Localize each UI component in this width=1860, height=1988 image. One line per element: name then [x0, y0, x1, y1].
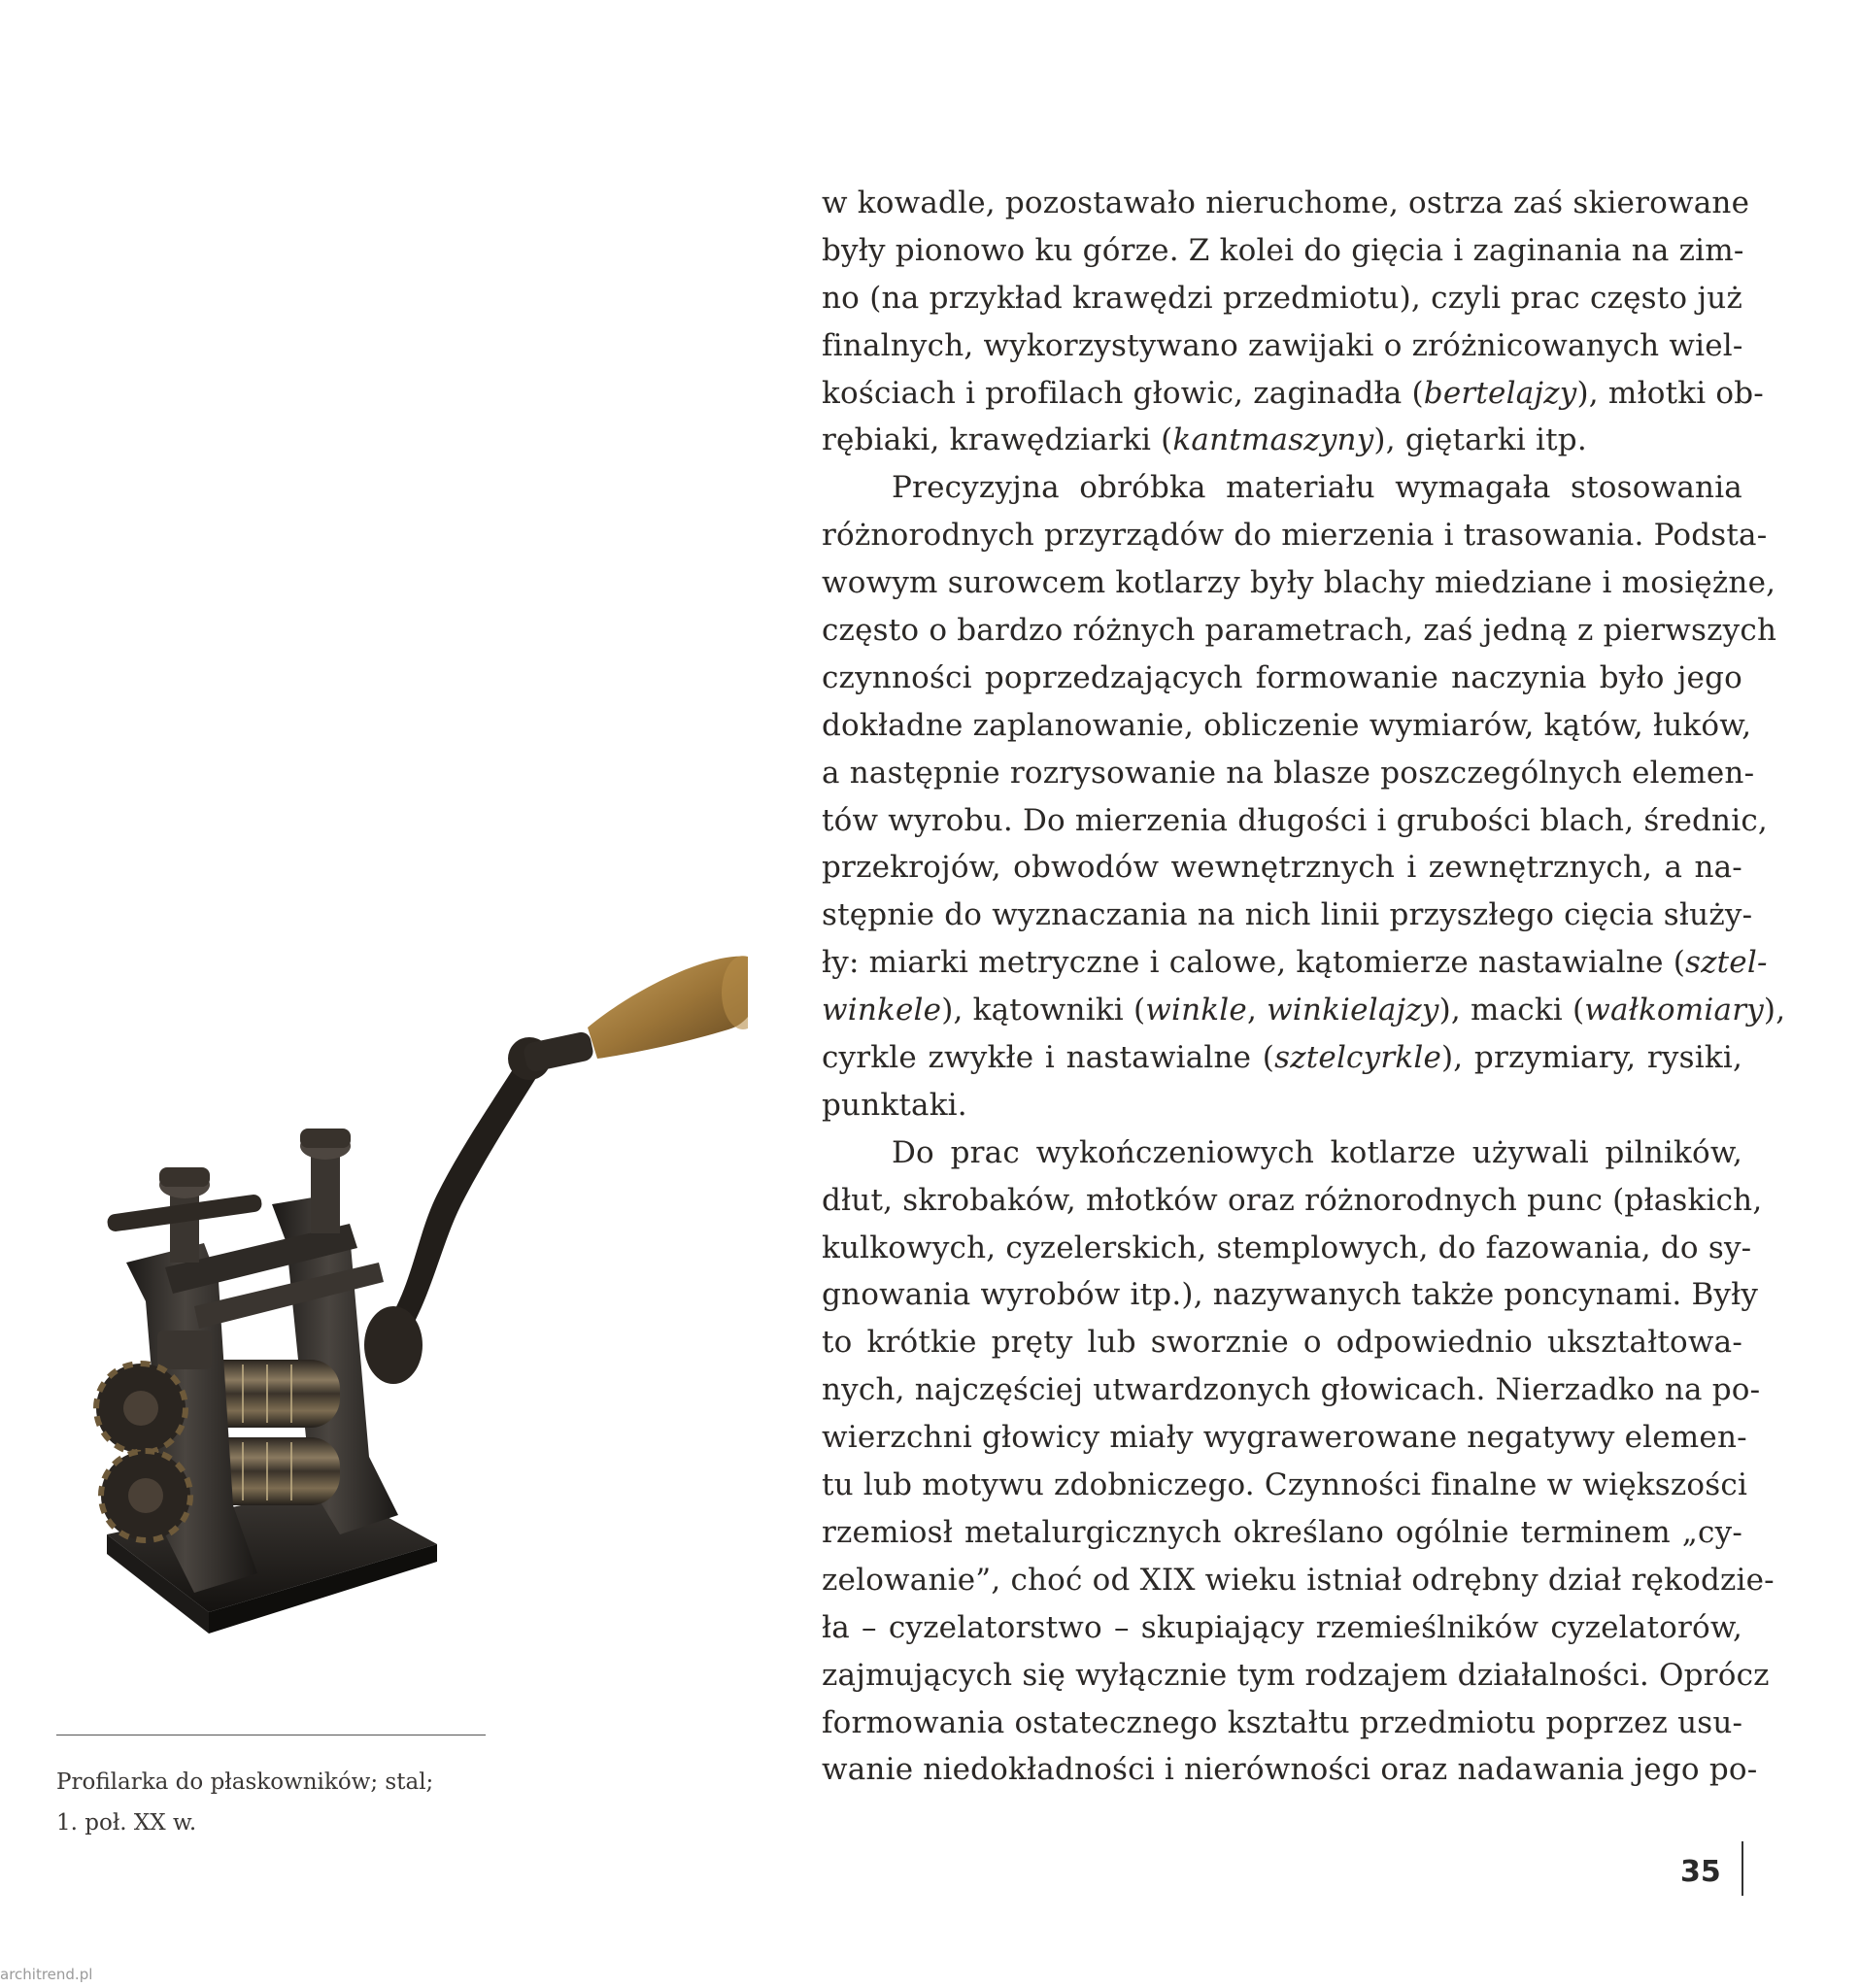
text-line: często o bardzo różnych parametrach, zaś jedną z pierwszych	[822, 613, 1777, 649]
figure-rolling-mill-photo	[49, 913, 748, 1700]
text-line: dłut, skrobaków, młotków oraz różnorodnych punc (płaskich,	[822, 1182, 1763, 1218]
text-line: tów wyrobu. Do mierzenia długości i grubości blach, średnic,	[822, 802, 1768, 838]
rolling-mill-illustration	[49, 913, 748, 1700]
italic-term: winkele	[822, 993, 942, 1028]
text-line: winkele), kątowniki (winkle, winkielajzy), macki (wałkomiary),	[822, 993, 1786, 1028]
italic-term: kantmaszyny	[1172, 422, 1374, 458]
text-line: punktaki.	[822, 1087, 967, 1123]
text-line: zajmujących się wyłącznie tym rodzajem działalności. Oprócz	[822, 1657, 1770, 1693]
italic-term: sztel-	[1685, 945, 1768, 981]
text-line: Precyzyjna obróbka materiału wymagała stosowania	[892, 470, 1742, 506]
text-line: w kowadle, pozostawało nieruchome, ostrza zaś skierowane	[822, 185, 1750, 220]
text-line: formowania ostatecznego kształtu przedmiotu poprzez usu-	[822, 1704, 1743, 1740]
text-line: były pionowo ku górze. Z kolei do gięcia i zaginania na zim-	[822, 232, 1744, 268]
text-line: nych, najczęściej utwardzonych głowicach. Nierzadko na po-	[822, 1372, 1761, 1408]
text-line: gnowania wyrobów itp.), nazywanych także poncynami. Były	[822, 1277, 1759, 1313]
text-line: zelowanie”, choć od XIX wieku istniał odrębny dział rękodzie-	[822, 1562, 1775, 1598]
text-line: ły: miarki metryczne i calowe, kątomierze nastawialne (sztel-	[822, 945, 1768, 981]
text-line: to krótkie pręty lub sworznie o odpowiednio ukształtowa-	[822, 1325, 1742, 1361]
text-line: no (na przykład krawędzi przedmiotu), czyli prac często już	[822, 280, 1742, 316]
body-text-column	[822, 180, 1786, 1794]
italic-term: wałkomiary	[1584, 993, 1764, 1028]
crank-arm	[389, 1059, 539, 1331]
text-line: ła – cyzelatorstwo – skupiający rzemieślników cyzelatorów,	[822, 1609, 1742, 1645]
italic-term: winkielajzy	[1267, 993, 1439, 1028]
text-line: dokładne zaplanowanie, obliczenie wymiarów, kątów, łuków,	[822, 707, 1752, 743]
text-line: kościach i profilach głowic, zaginadła (bertelajzy), młotki ob-	[822, 375, 1764, 411]
caption-line-2: 1. poł. XX w.	[56, 1810, 197, 1836]
text-line: przekrojów, obwodów wewnętrznych i zewnętrznych, a na-	[822, 850, 1742, 886]
text-line: kulkowych, cyzelerskich, stemplowych, do fazowania, do sy-	[822, 1230, 1752, 1265]
text-line: a następnie rozrysowanie na blasze poszczególnych elemen-	[822, 755, 1755, 791]
text-line: czynności poprzedzających formowanie naczynia było jego	[822, 659, 1742, 695]
text-line: wierzchni głowicy miały wygrawerowane negatywy elemen-	[822, 1420, 1747, 1456]
text-line: finalnych, wykorzystywano zawijaki o zróżnicowanych wiel-	[822, 327, 1743, 363]
watermark: architrend.pl	[0, 1966, 93, 1983]
text-line: wowym surowcem kotlarzy były blachy miedziane i mosiężne,	[822, 565, 1776, 601]
italic-term: winkle	[1145, 993, 1247, 1028]
caption-line-1: Profilarka do płaskowników; stal;	[56, 1769, 434, 1795]
text-line: wanie niedokładności i nierówności oraz nadawania jego po-	[822, 1752, 1758, 1788]
paragraph-1	[822, 180, 1764, 464]
text-line: Do prac wykończeniowych kotlarze używali pilników,	[892, 1134, 1742, 1170]
text-line: rzemiosł metalurgicznych określano ogólnie terminem „cy-	[822, 1514, 1742, 1550]
folio-rule	[1742, 1841, 1743, 1896]
italic-term: bertelajzy	[1423, 375, 1577, 411]
italic-term: sztelcyrkle	[1274, 1040, 1441, 1076]
page-number: 35	[1680, 1855, 1721, 1889]
text-line: stępnie do wyznaczania na nich linii przyszłego cięcia służy-	[822, 897, 1753, 933]
figure-caption	[56, 1762, 513, 1843]
paragraph-3	[822, 1129, 1775, 1794]
text-line: cyrkle zwykłe i nastawialne (sztelcyrkle), przymiary, rysiki,	[822, 1040, 1742, 1076]
paragraph-2	[822, 464, 1786, 1129]
text-line: rębiaki, krawędziarki (kantmaszyny), giętarki itp.	[822, 422, 1587, 458]
text-line: różnorodnych przyrządów do mierzenia i trasowania. Podsta-	[822, 518, 1768, 554]
text-line: tu lub motywu zdobniczego. Czynności finalne w większości	[822, 1467, 1748, 1503]
